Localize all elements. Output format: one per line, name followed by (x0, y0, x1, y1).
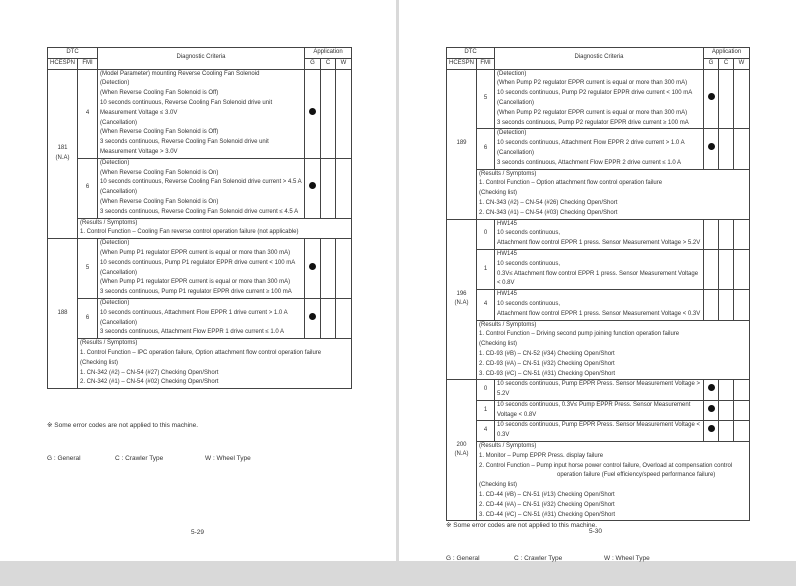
criteria-line: 3 seconds continuous, Reverse Cooling Fan Solenoid drive unit (100, 139, 269, 146)
results-cell (477, 169, 750, 219)
criteria-line: (Detection) (100, 80, 130, 87)
application-w (734, 380, 750, 401)
fmi-cell: 6 (78, 298, 98, 338)
application-c (321, 69, 336, 158)
header-application: Application (704, 48, 750, 59)
application-w (734, 400, 750, 421)
application-w (734, 290, 750, 320)
application-g (704, 129, 719, 169)
hcespn-code: 200 (456, 441, 467, 448)
application-w (336, 298, 352, 338)
results-line: 3. CD-44 (#C) – CN-51 (#31) Checking Open/Short (479, 511, 616, 518)
hcespn-code: 188 (57, 309, 68, 316)
results-line: 1. Control Function – Driving second pump joining function operation failure (479, 331, 680, 338)
results-line: 2. CD-93 (#A) – CN-51 (#32) Checking Open/Short (479, 360, 615, 367)
criteria-cell (495, 421, 704, 442)
application-c (719, 129, 734, 169)
criteria-line: 10 seconds continuous, (497, 300, 561, 307)
header-dtc: DTC (48, 48, 98, 59)
hcespn-sub: (N.A) (454, 300, 469, 307)
table-row (48, 298, 352, 338)
header-criteria: Diagnostic Criteria (495, 48, 704, 70)
header-c: C (321, 58, 336, 69)
results-line: 2. Control Function – Pump input horse power control failure, Overload at compensation control (479, 462, 733, 469)
criteria-line: Measurement Voltage > 3.0V (100, 148, 178, 155)
criteria-line: 10 seconds continuous, (497, 260, 561, 267)
header-criteria: Diagnostic Criteria (98, 48, 305, 70)
fmi-cell: 5 (477, 69, 495, 129)
criteria-cell (495, 380, 704, 401)
header-hcespn: HCESPN (447, 58, 477, 69)
results-row (48, 218, 352, 239)
criteria-line: (Cancellation) (100, 189, 138, 196)
criteria-line: HW145 (497, 291, 518, 298)
criteria-line: 0.3V≤ Attachment flow control EPPR 1 press. Sensor Measurement Voltage < 0.8V (497, 270, 699, 287)
criteria-line: (Detection) (100, 159, 130, 166)
table-row (447, 400, 750, 421)
page-right (399, 0, 796, 561)
results-line: (Results / Symptoms) (80, 219, 138, 226)
applied-dot-icon (309, 108, 316, 115)
criteria-line: 3 seconds continuous, Attachment Flow EPPR 2 drive current ≤ 1.0 A (497, 159, 682, 166)
results-line: operation failure (Fuel efficiency/speed performance failure) (557, 472, 716, 479)
criteria-line: Attachment flow control EPPR 1 press. Sensor Measurement Voltage < 0.3V (497, 310, 701, 317)
criteria-line: 3 seconds continuous, Attachment Flow EPPR 1 drive current ≤ 1.0 A (100, 329, 285, 336)
results-line: 1. Control Function – Cooling Fan reverse control operation failure (not applicable) (80, 229, 299, 236)
criteria-line: 10 seconds continuous, Reverse Cooling Fan Solenoid drive current > 4.5 A (100, 179, 302, 186)
results-line: (Results / Symptoms) (479, 443, 537, 450)
criteria-cell (495, 290, 704, 320)
table-row (447, 290, 750, 320)
hcespn-sub: (N.A) (55, 154, 70, 161)
results-line: 2. CD-44 (#A) – CN-51 (#32) Checking Open/Short (479, 501, 615, 508)
criteria-cell (98, 239, 305, 299)
application-g (305, 69, 321, 158)
criteria-line: 3 seconds continuous, Pump P2 regulator EPPR drive current ≥ 100 mA (497, 119, 689, 126)
results-line: 1. CN-343 (#2) – CN-54 (#26) Checking Open/Short (479, 199, 618, 206)
results-line: 1. CN-342 (#2) – CN-54 (#27) Checking Open/Short (80, 369, 219, 376)
criteria-line: 10 seconds continuous, Attachment Flow EPPR 2 drive current > 1.0 A (497, 140, 685, 147)
header-w: W (336, 58, 352, 69)
hcespn-code: 181 (57, 145, 68, 152)
results-cell (78, 218, 352, 239)
results-line: (Results / Symptoms) (479, 321, 537, 328)
header-application: Application (305, 48, 352, 59)
criteria-line: 10 seconds continuous, Pump EPPR Press. Sensor Measurement Voltage < 0.3V (497, 422, 700, 439)
criteria-cell (495, 249, 704, 289)
results-line: (Checking list) (479, 482, 518, 489)
application-w (734, 219, 750, 249)
criteria-cell (495, 400, 704, 421)
header-w: W (734, 58, 750, 69)
criteria-line: 10 seconds continuous, 0.3V≤ Pump EPPR Press. Sensor Measurement (497, 401, 691, 408)
criteria-line: (Detection) (497, 130, 527, 137)
application-g (704, 400, 719, 421)
table-row (48, 239, 352, 299)
applied-dot-icon (309, 182, 316, 189)
application-w (336, 239, 352, 299)
criteria-line: (When Reverse Cooling Fan Solenoid is On) (100, 198, 219, 205)
fmi-cell: 1 (477, 249, 495, 289)
criteria-line: (Detection) (100, 240, 130, 247)
application-c (719, 69, 734, 129)
results-line: (Results / Symptoms) (479, 170, 537, 177)
application-g (704, 290, 719, 320)
criteria-line: 10 seconds continuous, (497, 230, 561, 237)
criteria-line: (When Pump P2 regulator EPPR current is equal or more than 300 mA) (497, 109, 688, 116)
results-line: 1. Monitor – Pump EPPR Press. display failure (479, 452, 604, 459)
results-row (48, 339, 352, 389)
hcespn-cell (48, 239, 78, 389)
fmi-cell: 0 (477, 219, 495, 249)
criteria-cell (98, 158, 305, 218)
header-dtc: DTC (447, 48, 495, 59)
table-row (447, 380, 750, 401)
table-row (447, 249, 750, 289)
fmi-cell: 1 (477, 400, 495, 421)
criteria-line: Voltage < 0.8V (497, 411, 537, 418)
application-w (734, 249, 750, 289)
application-g (305, 158, 321, 218)
applied-dot-icon (309, 313, 316, 320)
criteria-line: 10 seconds continuous, Pump EPPR Press. Sensor Measurement Voltage > 5.2V (497, 381, 700, 398)
footnote (446, 498, 650, 586)
criteria-line: 10 seconds continuous, Pump P2 regulator EPPR drive current < 100 mA (497, 90, 693, 97)
legend-general: G : General (446, 555, 480, 562)
criteria-line: 3 seconds continuous, Reverse Cooling Fan Solenoid drive current ≤ 4.5 A (100, 208, 299, 215)
criteria-line: (Cancellation) (497, 149, 535, 156)
results-row (447, 320, 750, 380)
legend-wheel: W : Wheel Type (604, 555, 650, 562)
criteria-line: (When Reverse Cooling Fan Solenoid is On) (100, 169, 219, 176)
legend-general: G : General (47, 455, 81, 462)
results-line: 1. CD-93 (#B) – CN-52 (#34) Checking Open/Short (479, 350, 615, 357)
application-w (336, 69, 352, 158)
application-c (719, 380, 734, 401)
header-g: G (305, 58, 321, 69)
results-line: (Results / Symptoms) (80, 340, 138, 347)
fmi-cell: 6 (477, 129, 495, 169)
criteria-line: HW145 (497, 250, 518, 257)
results-line: 3. CD-93 (#C) – CN-51 (#31) Checking Open/Short (479, 370, 616, 377)
criteria-line: (When Pump P2 regulator EPPR current is equal or more than 300 mA) (497, 80, 688, 87)
results-line: 2. CN-343 (#1) – CN-54 (#03) Checking Open/Short (479, 209, 618, 216)
criteria-line: (Cancellation) (497, 99, 535, 106)
application-g (704, 421, 719, 442)
criteria-line: (Model Parameter) mounting Reverse Cooling Fan Solenoid (100, 70, 260, 77)
criteria-line: Attachment flow control EPPR 1 press. Sensor Measurement Voltage > 5.2V (497, 240, 701, 247)
results-line: 2. CN-342 (#1) – CN-54 (#02) Checking Open/Short (80, 379, 219, 386)
criteria-cell (495, 219, 704, 249)
criteria-cell (495, 69, 704, 129)
fmi-cell: 6 (78, 158, 98, 218)
results-line: 1. Control Function – Option attachment flow control operation failure (479, 180, 663, 187)
criteria-line: Measurement Voltage ≤ 3.0V (100, 109, 178, 116)
criteria-cell (98, 298, 305, 338)
page-number: 5-29 (191, 529, 205, 536)
criteria-line: HW145 (497, 220, 518, 227)
application-c (719, 219, 734, 249)
applied-dot-icon (708, 425, 715, 432)
fmi-cell: 4 (78, 69, 98, 158)
fmi-cell: 4 (477, 290, 495, 320)
application-c (321, 239, 336, 299)
dtc-table (446, 47, 750, 521)
results-line: 1. CD-44 (#B) – CN-51 (#13) Checking Open/Short (479, 492, 615, 499)
header-fmi: FMI (477, 58, 495, 69)
application-g (305, 239, 321, 299)
legend-wheel: W : Wheel Type (205, 455, 251, 462)
results-line: (Checking list) (479, 190, 518, 197)
footnote-note: ※ Some error codes are not applied to this machine. (446, 522, 598, 529)
criteria-line: (When Reverse Cooling Fan Solenoid is Off) (100, 129, 219, 136)
criteria-line: (When Pump P1 regulator EPPR current is equal or more than 300 mA) (100, 279, 291, 286)
results-line: 1. Control Function – IPC operation failure, Option attachment flow control operation failure (80, 349, 322, 356)
hcespn-code: 189 (456, 140, 467, 147)
criteria-line: (Detection) (100, 299, 130, 306)
applied-dot-icon (708, 143, 715, 150)
application-g (704, 219, 719, 249)
hcespn-code: 196 (456, 290, 467, 297)
hcespn-sub: (N.A) (454, 451, 469, 458)
applied-dot-icon (708, 93, 715, 100)
criteria-line: (When Pump P1 regulator EPPR current is equal or more than 300 mA) (100, 249, 291, 256)
criteria-line: 3 seconds continuous, Pump P1 regulator EPPR drive current ≥ 100 mA (100, 289, 292, 296)
criteria-line: (When Reverse Cooling Fan Solenoid is Off) (100, 90, 219, 97)
table-row (48, 69, 352, 158)
application-c (321, 298, 336, 338)
results-row (447, 169, 750, 219)
application-c (719, 249, 734, 289)
results-cell (78, 339, 352, 389)
application-c (719, 400, 734, 421)
application-g (704, 249, 719, 289)
application-c (719, 290, 734, 320)
hcespn-cell (447, 69, 477, 219)
applied-dot-icon (708, 405, 715, 412)
footnote (47, 398, 251, 486)
table-row (447, 421, 750, 442)
application-w (734, 421, 750, 442)
application-c (719, 421, 734, 442)
results-line: (Checking list) (80, 359, 119, 366)
criteria-line: (Cancellation) (100, 319, 138, 326)
fmi-cell: 0 (477, 380, 495, 401)
hcespn-cell (48, 69, 78, 239)
criteria-cell (98, 69, 305, 158)
criteria-cell (495, 129, 704, 169)
criteria-line: (Cancellation) (100, 119, 138, 126)
header-hcespn: HCESPN (48, 58, 78, 69)
application-w (336, 158, 352, 218)
application-c (321, 158, 336, 218)
table-row (48, 158, 352, 218)
footnote-note: ※ Some error codes are not applied to this machine. (47, 422, 199, 429)
table-row (447, 219, 750, 249)
application-g (704, 69, 719, 129)
results-line: (Checking list) (479, 341, 518, 348)
header-fmi: FMI (78, 58, 98, 69)
page-number: 5-30 (589, 528, 603, 535)
criteria-line: 10 seconds continuous, Pump P1 regulator EPPR drive current < 100 mA (100, 259, 296, 266)
header-c: C (719, 58, 734, 69)
legend-crawler: C : Crawler Type (514, 555, 563, 562)
header-g: G (704, 58, 719, 69)
fmi-cell: 5 (78, 239, 98, 299)
hcespn-cell (447, 219, 477, 380)
application-w (734, 129, 750, 169)
application-w (734, 69, 750, 129)
results-cell (477, 320, 750, 380)
application-g (305, 298, 321, 338)
page-left (0, 0, 396, 561)
fmi-cell: 4 (477, 421, 495, 442)
table-row (447, 69, 750, 129)
criteria-line: (Cancellation) (100, 269, 138, 276)
dtc-table (47, 47, 352, 389)
application-g (704, 380, 719, 401)
criteria-line: 10 seconds continuous, Attachment Flow EPPR 1 drive current > 1.0 A (100, 309, 288, 316)
legend-crawler: C : Crawler Type (115, 455, 164, 462)
applied-dot-icon (708, 384, 715, 391)
applied-dot-icon (309, 263, 316, 270)
criteria-line: (Detection) (497, 70, 527, 77)
criteria-line: 10 seconds continuous, Reverse Cooling Fan Solenoid drive unit (100, 99, 273, 106)
table-row (447, 129, 750, 169)
